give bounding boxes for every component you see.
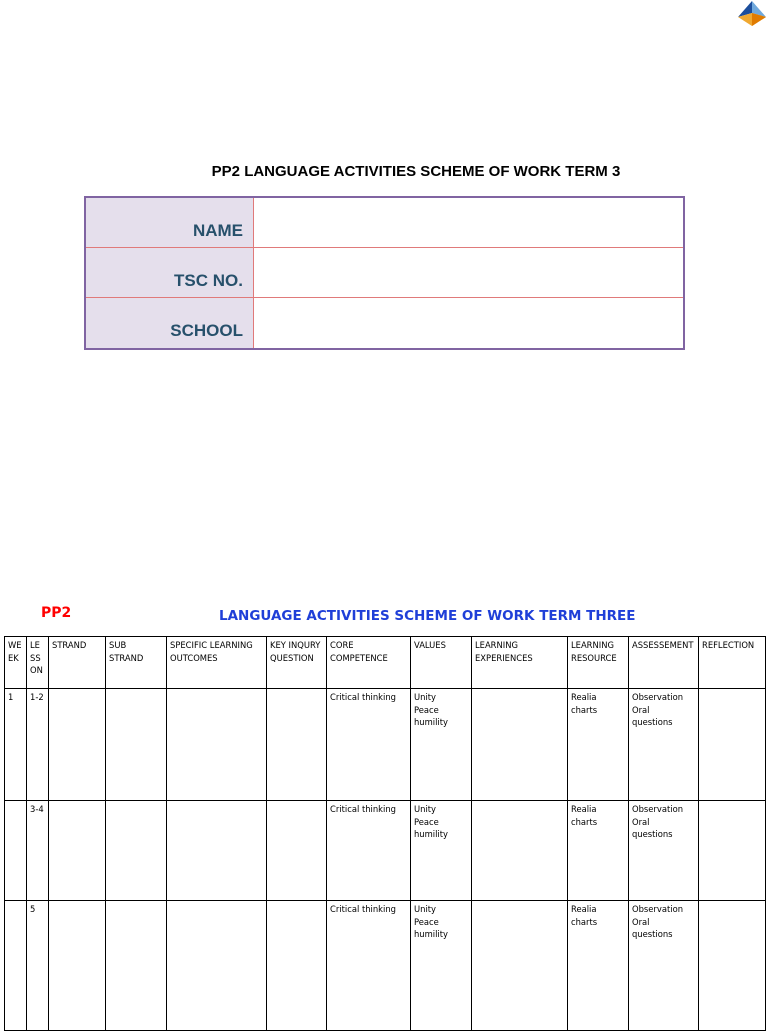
assessment-cell: Observation Oral questions xyxy=(629,689,699,801)
sub-strand-cell xyxy=(106,689,167,801)
core-competence-cell: Critical thinking xyxy=(327,901,411,1031)
lesson-cell: 5 xyxy=(27,901,49,1031)
column-header-reflection: REFLECTION xyxy=(699,637,766,689)
reflection-cell xyxy=(699,801,766,901)
lesson-cell: 3-4 xyxy=(27,801,49,901)
column-header-learning-experiences: LEARNING EXPERIENCES xyxy=(472,637,568,689)
column-header-key-question: KEY INQURY QUESTION xyxy=(267,637,327,689)
column-header-outcomes: SPECIFIC LEARNING OUTCOMES xyxy=(167,637,267,689)
table-row xyxy=(5,689,766,801)
info-row-name xyxy=(86,198,683,248)
values-cell: Unity Peace humility xyxy=(411,901,472,1031)
reflection-cell xyxy=(699,689,766,801)
core-competence-cell: Critical thinking xyxy=(327,689,411,801)
name-label: NAME xyxy=(86,198,254,247)
strand-cell xyxy=(49,801,106,901)
outcomes-cell xyxy=(167,801,267,901)
learning-resource-cell: Realia charts xyxy=(568,801,629,901)
document-title: PP2 LANGUAGE ACTIVITIES SCHEME OF WORK TERM 3 xyxy=(211,163,621,180)
grade-label: PP2 xyxy=(41,605,72,621)
table-header-row xyxy=(5,637,766,689)
outcomes-cell xyxy=(167,689,267,801)
week-cell: 1 xyxy=(5,689,27,801)
week-cell xyxy=(5,801,27,901)
learning-experiences-cell xyxy=(472,801,568,901)
strand-cell xyxy=(49,901,106,1031)
column-header-core-competence: CORE COMPETENCE xyxy=(327,637,411,689)
strand-cell xyxy=(49,689,106,801)
learning-experiences-cell xyxy=(472,689,568,801)
assessment-cell: Observation Oral questions xyxy=(629,801,699,901)
name-field[interactable] xyxy=(254,198,683,247)
column-header-assessment: ASSESSEMENT xyxy=(629,637,699,689)
week-cell xyxy=(5,901,27,1031)
table-row xyxy=(5,801,766,901)
learning-resource-cell: Realia charts xyxy=(568,689,629,801)
key-question-cell xyxy=(267,801,327,901)
key-question-cell xyxy=(267,901,327,1031)
triangle-logo-icon xyxy=(736,0,768,28)
table-row xyxy=(5,901,766,1031)
core-competence-cell: Critical thinking xyxy=(327,801,411,901)
school-label: SCHOOL xyxy=(86,298,254,348)
lesson-cell: 1-2 xyxy=(27,689,49,801)
teacher-info-table xyxy=(84,196,685,350)
learning-resource-cell: Realia charts xyxy=(568,901,629,1031)
info-row-tsc xyxy=(86,248,683,298)
column-header-lesson: LESSON xyxy=(27,637,49,689)
column-header-week: WEEK xyxy=(5,637,27,689)
key-question-cell xyxy=(267,689,327,801)
values-cell: Unity Peace humility xyxy=(411,801,472,901)
sub-strand-cell xyxy=(106,801,167,901)
column-header-strand: STRAND xyxy=(49,637,106,689)
outcomes-cell xyxy=(167,901,267,1031)
sub-strand-cell xyxy=(106,901,167,1031)
reflection-cell xyxy=(699,901,766,1031)
column-header-sub-strand: SUB STRAND xyxy=(106,637,167,689)
column-header-learning-resource: LEARNING RESOURCE xyxy=(568,637,629,689)
learning-experiences-cell xyxy=(472,901,568,1031)
tsc-no-field[interactable] xyxy=(254,248,683,297)
info-row-school xyxy=(86,298,683,348)
scheme-of-work-table xyxy=(4,636,766,1031)
school-field[interactable] xyxy=(254,298,683,348)
values-cell: Unity Peace humility xyxy=(411,689,472,801)
scheme-title: LANGUAGE ACTIVITIES SCHEME OF WORK TERM THREE xyxy=(219,608,636,624)
tsc-no-label: TSC NO. xyxy=(86,248,254,297)
assessment-cell: Observation Oral questions xyxy=(629,901,699,1031)
column-header-values: VALUES xyxy=(411,637,472,689)
